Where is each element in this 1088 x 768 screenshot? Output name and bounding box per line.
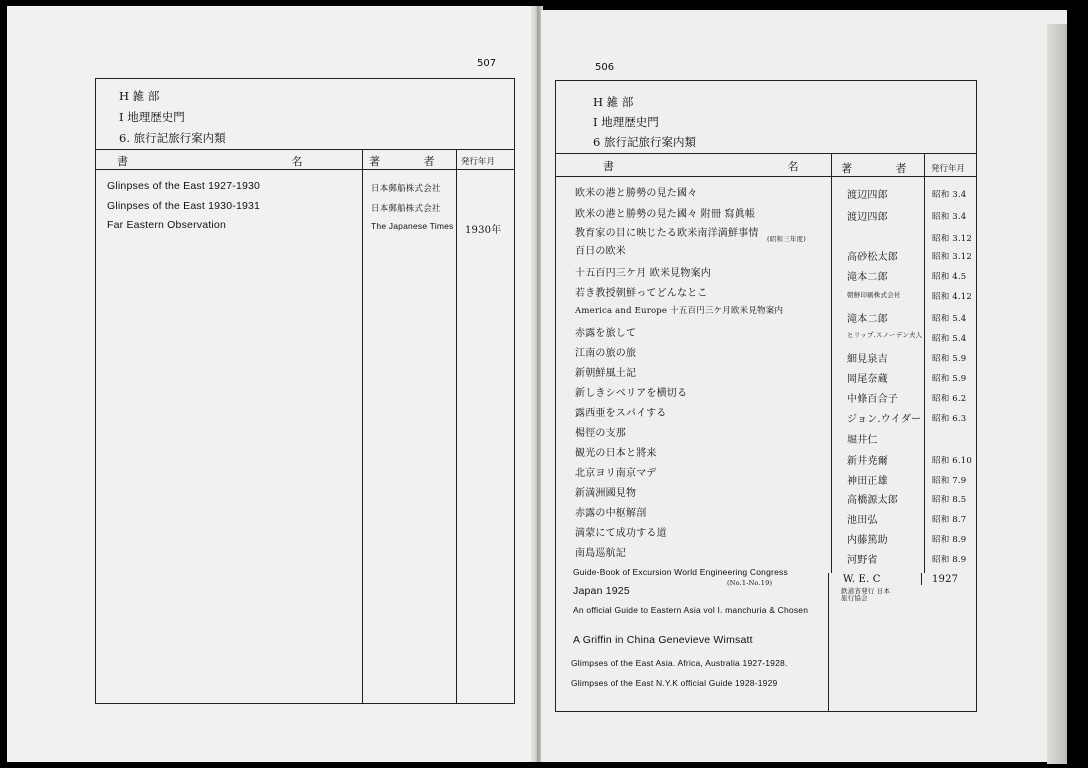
row-title: Glinpses of the East 1930-1931 xyxy=(107,200,261,212)
row-author: ジョン.ウイダー xyxy=(847,414,922,425)
divider xyxy=(95,169,515,170)
column-header-title: 書 名 xyxy=(117,155,303,168)
row-year: 1927 xyxy=(932,574,959,585)
page-number: 507 xyxy=(477,58,497,69)
row-title: 楊徑の支那 xyxy=(575,428,626,439)
row-note: (No.1-No.19) xyxy=(727,579,773,587)
row-year: 昭和 4.12 xyxy=(932,292,973,302)
row-author: 高橋源太郎 xyxy=(847,495,898,506)
column-header-author: 著 者 xyxy=(369,155,435,168)
row-year: 昭和 5.9 xyxy=(932,354,967,364)
row-title: A Griffin in China Genevieve Wimsatt xyxy=(573,634,753,646)
row-title: Glimpses of the East Asia. Africa, Australia 1927-1928. xyxy=(571,658,788,668)
row-year: 昭和 5.4 xyxy=(932,314,967,324)
row-year: 昭和 6.10 xyxy=(932,456,973,466)
row-author: 日本郵船株式会社 xyxy=(371,184,441,194)
row-author: 岡尾奈蔵 xyxy=(847,374,888,385)
row-note: (昭和三年度) xyxy=(767,235,806,243)
row-title: 教育家の目に映じたる欧米南洋満鮮事情 xyxy=(575,228,759,239)
row-title: 十五百円三ケ月 欧米見物案内 xyxy=(575,268,711,279)
row-title: 新満洲國見物 xyxy=(575,488,637,499)
column-header-title: 書 名 xyxy=(603,160,799,173)
section-header: H 雑 部 xyxy=(119,89,160,103)
row-year: 昭和 3.12 xyxy=(932,252,973,262)
column-divider xyxy=(456,149,457,704)
row-author: 河野省 xyxy=(847,555,878,566)
catalog-table xyxy=(95,78,515,704)
row-title: 北京ヨリ南京マデ xyxy=(575,468,657,479)
row-author: 滝本二郎 xyxy=(847,314,888,325)
row-title: Japan 1925 xyxy=(573,585,630,597)
row-author: 渡辺四郎 xyxy=(847,212,888,223)
row-title: 露西亜をスパイする xyxy=(575,408,667,419)
row-year: 昭和 3.4 xyxy=(932,212,967,222)
row-year: 昭和 5.4 xyxy=(932,334,967,344)
row-title: 満蒙にて成功する道 xyxy=(575,528,667,539)
row-year: 昭和 7.9 xyxy=(932,476,967,486)
left-page xyxy=(7,6,537,762)
row-author: 高砂松太郎 xyxy=(847,252,898,263)
row-title: 欧米の港と勝勢の見た國々 附冊 寫眞帳 xyxy=(575,209,756,220)
column-header-year: 発行年月 xyxy=(931,164,966,174)
row-author: 日本郵船株式会社 xyxy=(371,204,441,214)
row-year: 昭和 6.2 xyxy=(932,394,967,404)
row-year: 昭和 8.5 xyxy=(932,495,967,505)
row-title: 若き教授朝鮮ってどんなとこ xyxy=(575,288,708,299)
divider xyxy=(555,176,977,177)
right-page xyxy=(541,10,1067,762)
divider xyxy=(555,153,977,154)
page-number: 506 xyxy=(595,62,615,73)
row-year: 昭和 6.3 xyxy=(932,414,967,424)
row-title: 新しきシベリアを横切る xyxy=(575,388,688,399)
row-author: W. E. C xyxy=(843,574,881,585)
column-divider xyxy=(921,573,922,585)
row-author: 神田正雄 xyxy=(847,476,888,487)
row-author: 中條百合子 xyxy=(847,394,898,405)
row-year: 1930年 xyxy=(465,225,502,236)
row-title: 観光の日本と將来 xyxy=(575,448,657,459)
row-year: 昭和 3.4 xyxy=(932,190,967,200)
column-divider xyxy=(362,149,363,704)
row-author: 鉄道省発行 日本旅行協会 xyxy=(841,587,891,602)
row-author: ヒリップ.スノーデン夫人 xyxy=(847,331,923,339)
row-author: 内藤篤助 xyxy=(847,535,888,546)
row-title: Glinpses of the East 1927-1930 xyxy=(107,180,261,192)
row-title: 江南の旅の旅 xyxy=(575,348,637,359)
column-header-year: 発行年月 xyxy=(461,157,496,167)
row-title: 赤露を旅して xyxy=(575,328,637,339)
row-author: 池田弘 xyxy=(847,515,878,526)
row-title: 赤露の中枢解剖 xyxy=(575,508,647,519)
column-divider xyxy=(828,573,829,712)
page-edge xyxy=(1047,24,1067,764)
row-author: 渡辺四郎 xyxy=(847,190,888,201)
row-title: 新朝鮮風土記 xyxy=(575,368,637,379)
row-year: 昭和 8.7 xyxy=(932,515,967,525)
column-divider xyxy=(831,153,832,573)
row-author: 朝鮮印刷株式会社 xyxy=(847,291,901,299)
section-header: H 雑 部 xyxy=(593,95,634,109)
row-title: 百日の欧米 xyxy=(575,246,626,257)
section-header: 6 旅行記旅行案内類 xyxy=(593,135,696,149)
row-title: An official Guide to Eastern Asia vol I. manchuria & Chosen xyxy=(573,605,809,615)
column-divider xyxy=(924,153,925,573)
row-year: 昭和 4.5 xyxy=(932,272,967,282)
divider xyxy=(95,149,515,150)
row-year: 昭和 3.12 xyxy=(932,234,973,244)
section-header: I 地理歴史門 xyxy=(593,115,659,129)
row-year: 昭和 8.9 xyxy=(932,555,967,565)
row-title: Far Eastern Observation xyxy=(107,219,226,231)
row-title: America and Europe 十五百円三ケ月欧米見物案内 xyxy=(575,306,784,316)
row-author: 堀井仁 xyxy=(847,435,878,446)
section-header: 6. 旅行記旅行案内類 xyxy=(119,131,226,145)
row-author: The Japanese Times xyxy=(371,221,454,231)
row-title: Guide-Book of Excursion World Engineering Congress xyxy=(573,567,788,577)
section-header: I 地理歴史門 xyxy=(119,110,185,124)
row-author: 滝本二郎 xyxy=(847,272,888,283)
row-title: Glimpses of the East N.Y.K official Guide 1928-1929 xyxy=(571,678,778,688)
column-header-author: 著 者 xyxy=(841,162,907,175)
row-year: 昭和 8.9 xyxy=(932,535,967,545)
row-year: 昭和 5.9 xyxy=(932,374,967,384)
row-title: 南島巡航記 xyxy=(575,548,626,559)
row-title: 欧米の港と勝勢の見た國々 xyxy=(575,188,698,199)
row-author: 細見泉吉 xyxy=(847,354,888,365)
row-author: 新井尭爾 xyxy=(847,456,888,467)
